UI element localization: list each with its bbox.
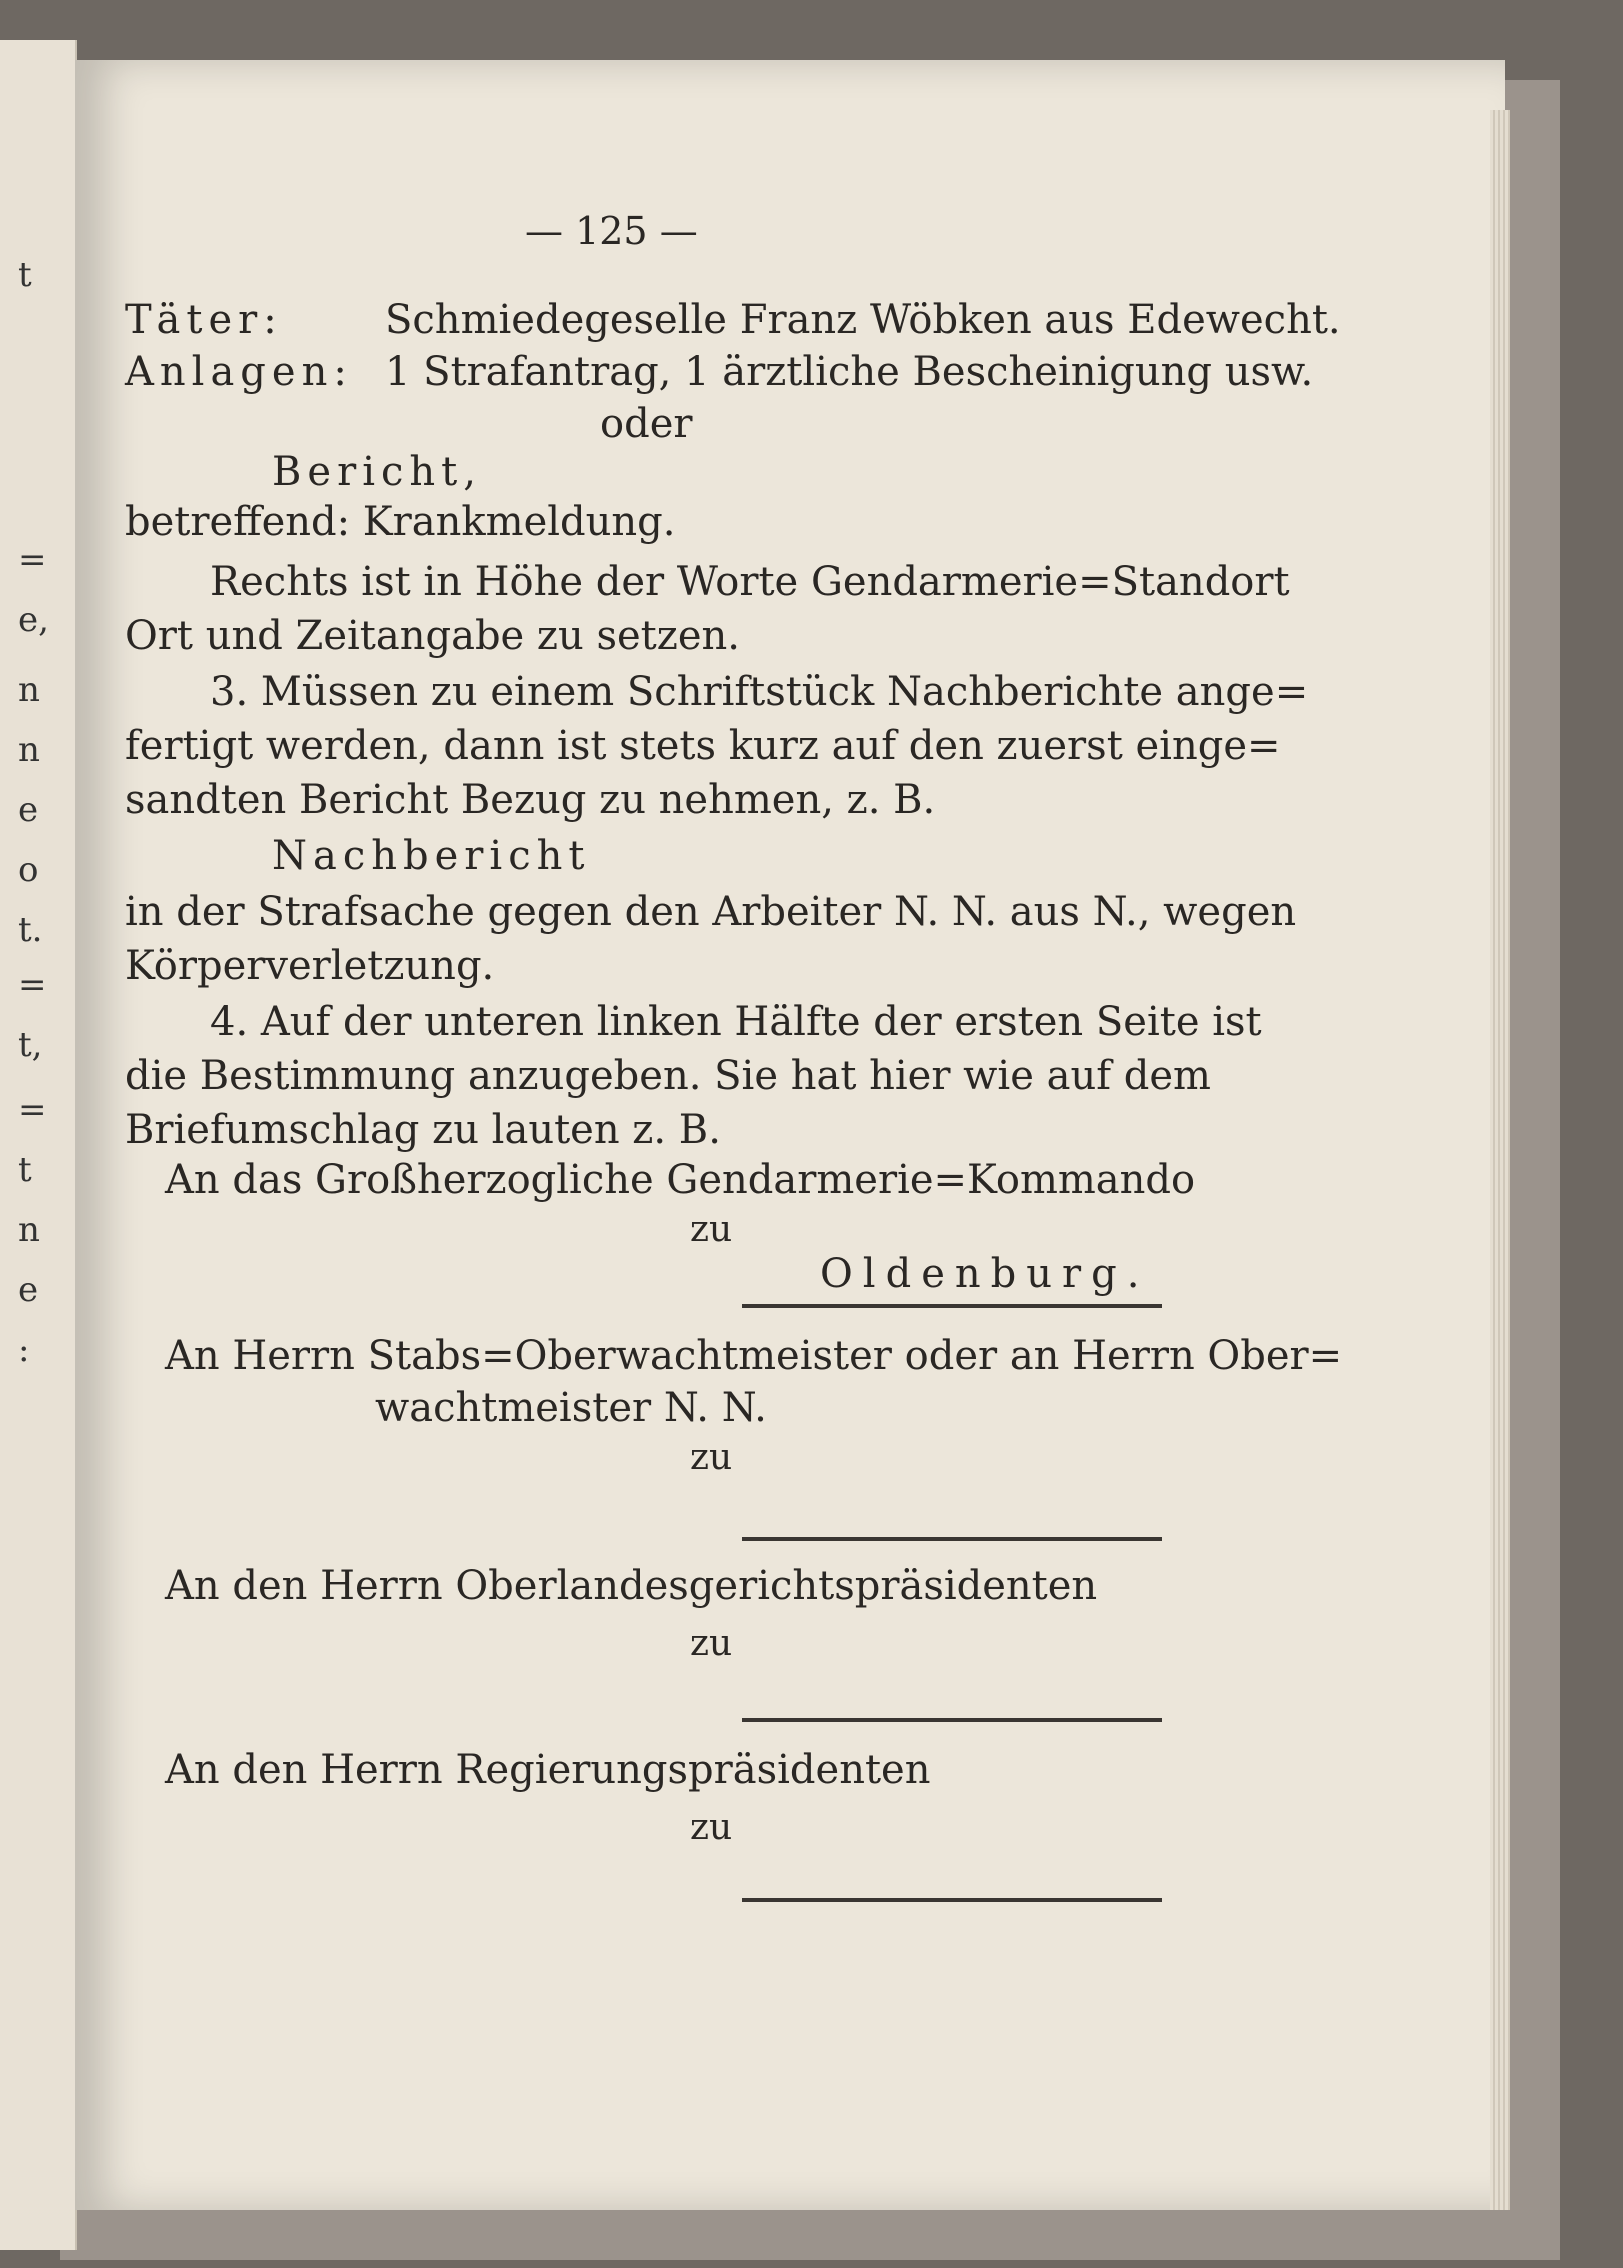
address-rule <box>742 1537 1162 1541</box>
text-line: 4. Auf der unteren linken Hälfte der ersten Seite ist <box>210 999 1262 1045</box>
betreffend-line: betreffend: Krankmeldung. <box>125 499 676 545</box>
zu-text: zu <box>690 1209 733 1250</box>
left-fragment: = <box>18 540 47 580</box>
zu-text: zu <box>690 1437 733 1478</box>
nachbericht-heading: Nachbericht <box>272 833 591 879</box>
oder-text: oder <box>600 401 693 447</box>
zu-text: zu <box>690 1623 733 1664</box>
taeter-value: Schmiedegeselle Franz Wöbken aus Edewecht. <box>385 297 1341 343</box>
address-line: An Herrn Stabs=Oberwachtmeister oder an Herrn Ober= <box>165 1333 1343 1379</box>
text-line: Rechts ist in Höhe der Worte Gendarmerie=Standort <box>210 559 1290 605</box>
text-line: in der Strafsache gegen den Arbeiter N. N. aus N., wegen <box>125 889 1297 935</box>
left-fragment: t. <box>18 910 43 950</box>
address-line: An den Herrn Oberlandesgerichtspräsidenten <box>165 1563 1098 1609</box>
left-page-margin <box>0 40 77 2250</box>
page-edges <box>1490 110 1510 2210</box>
address-line: wachtmeister N. N. <box>375 1385 767 1431</box>
oldenburg-text: Oldenburg. <box>820 1251 1150 1297</box>
text-line: 3. Müssen zu einem Schriftstück Nachberichte ange= <box>210 669 1309 715</box>
zu-text: zu <box>690 1807 733 1848</box>
text-line: Ort und Zeitangabe zu setzen. <box>125 613 740 659</box>
bericht-heading: Bericht, <box>272 449 482 495</box>
address-rule <box>742 1718 1162 1722</box>
address-line: An den Herrn Regierungspräsidenten <box>165 1747 931 1793</box>
left-fragment: n <box>18 730 40 770</box>
text-line: fertigt werden, dann ist stets kurz auf den zuerst einge= <box>125 723 1281 769</box>
left-fragment: e <box>18 790 39 830</box>
left-fragment: = <box>18 965 47 1005</box>
left-fragment: e, <box>18 600 49 640</box>
left-fragment: = <box>18 1090 47 1130</box>
left-fragment: t <box>18 255 32 295</box>
left-fragment: n <box>18 670 40 710</box>
anlagen-value: 1 Strafantrag, 1 ärztliche Bescheinigung usw. <box>385 349 1314 395</box>
address-rule <box>742 1304 1162 1308</box>
left-fragment: o <box>18 850 39 890</box>
text-line: Briefumschlag zu lauten z. B. <box>125 1107 721 1153</box>
address-rule <box>742 1898 1162 1902</box>
left-fragment: : <box>18 1330 30 1370</box>
page-number: — 125 — <box>525 209 698 253</box>
text-line: sandten Bericht Bezug zu nehmen, z. B. <box>125 777 936 823</box>
anlagen-label: Anlagen: <box>125 349 353 395</box>
taeter-label: Täter: <box>125 297 283 343</box>
text-line: Körperverletzung. <box>125 943 495 989</box>
left-fragment: t, <box>18 1025 43 1065</box>
text-line: die Bestimmung anzugeben. Sie hat hier wie auf dem <box>125 1053 1211 1099</box>
address-line: An das Großherzogliche Gendarmerie=Kommando <box>165 1157 1196 1203</box>
left-fragment: e <box>18 1270 39 1310</box>
left-fragment: n <box>18 1210 40 1250</box>
left-fragment: t <box>18 1150 32 1190</box>
